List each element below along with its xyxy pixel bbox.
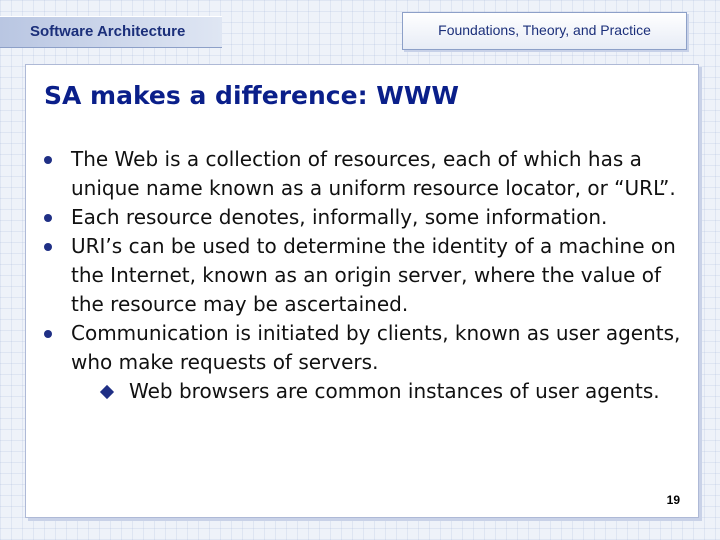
header-right-banner [402, 12, 687, 50]
diamond-bullet-icon [100, 385, 114, 399]
bullet-text: URI’s can be used to determine the identity of a machine on the Internet, known as an origin server, where the value of the resource may be ascertained. [71, 234, 676, 316]
header-left-banner [0, 16, 222, 48]
bullet-dot-icon [44, 214, 52, 222]
bullet-list [44, 145, 694, 406]
sub-bullet-text: Web browsers are common instances of user agents. [129, 379, 660, 403]
header [0, 0, 720, 60]
sub-bullet-item [44, 377, 694, 406]
page-number: 19 [666, 493, 680, 507]
content-panel [25, 64, 699, 518]
bullet-item [44, 203, 694, 232]
bullet-text: The Web is a collection of resources, each of which has a unique name known as a uniform resource locator, or “URL”. [71, 147, 676, 200]
bullet-item [44, 232, 694, 319]
slide-title: SA makes a difference: WWW [44, 81, 460, 110]
book-subtitle: Foundations, Theory, and Practice [438, 22, 651, 38]
bullet-text: Communication is initiated by clients, known as user agents, who make requests of servers. [71, 321, 681, 374]
bullet-dot-icon [44, 156, 52, 164]
bullet-item [44, 145, 694, 203]
bullet-item [44, 319, 694, 377]
course-title: Software Architecture [30, 23, 186, 40]
bullet-dot-icon [44, 243, 52, 251]
bullet-dot-icon [44, 330, 52, 338]
bullet-text: Each resource denotes, informally, some information. [71, 205, 608, 229]
